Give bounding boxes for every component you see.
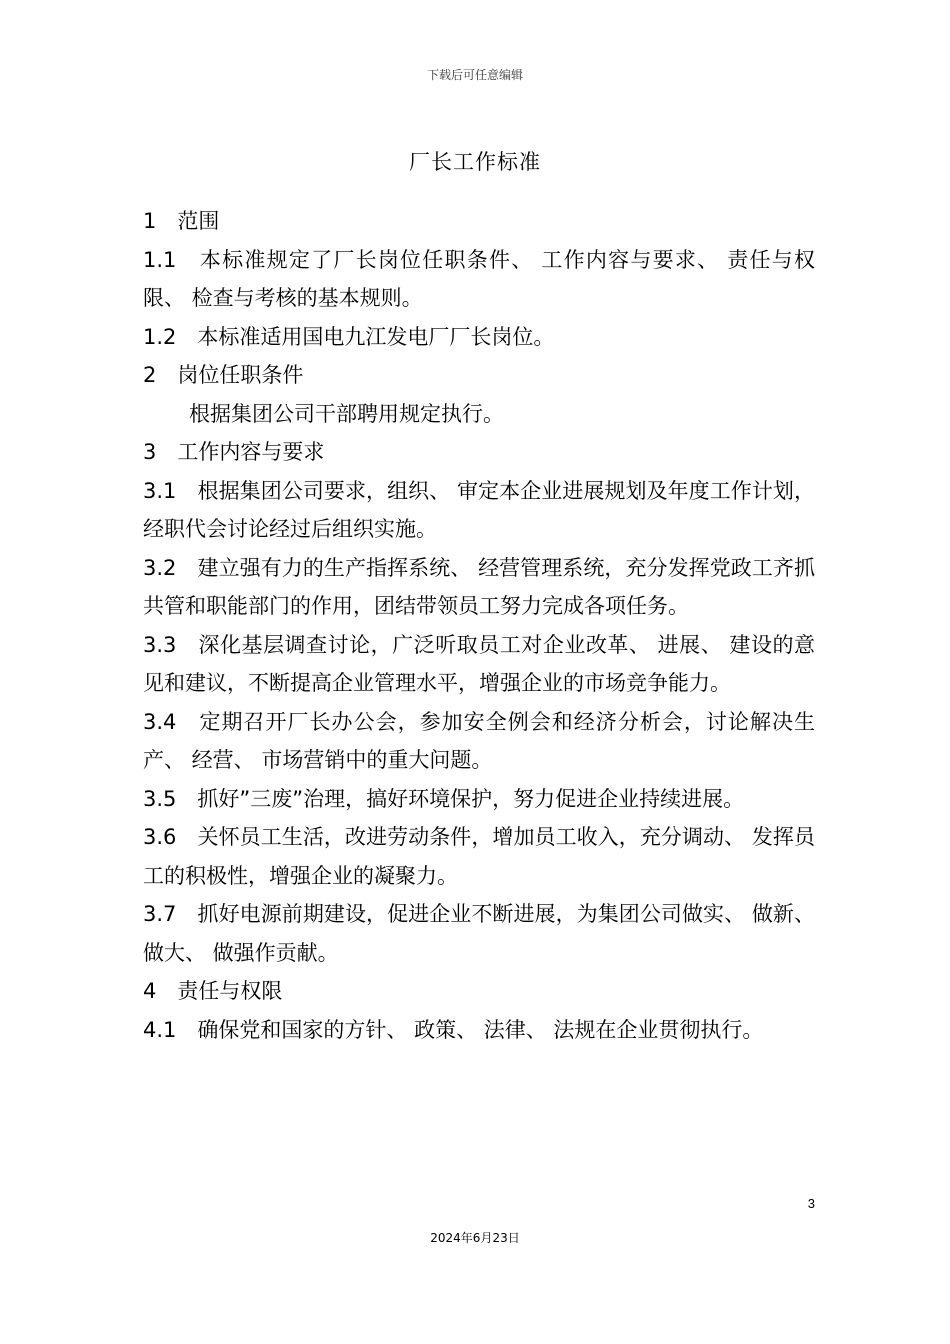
paragraph-2-body: 根据集团公司干部聘用规定执行。 xyxy=(189,401,504,426)
page-number: 3 xyxy=(807,1196,815,1211)
section-heading-4: 4 责任与权限 xyxy=(143,979,283,1003)
section-heading-3: 3 工作内容与要求 xyxy=(143,440,325,464)
paragraph-1-2: 1.2 本标准适用国电九江发电厂厂长岗位。 xyxy=(143,324,555,349)
paragraph-3-3: 3.3 深化基层调查讨论，广泛听取员工对企业改革、 进展、 建设的意见和建议，不断提高企业管理水平，增强企业的市场竞争能力。 xyxy=(143,632,815,695)
document-body xyxy=(143,202,822,1049)
paragraph-3-2: 3.2 建立强有力的生产指挥系统、 经营管理系统，充分发挥党政工齐抓共管和职能部门的作用，团结带领员工努力完成各项任务。 xyxy=(143,555,815,618)
document-title: 厂长工作标准 xyxy=(409,150,541,174)
paragraph-3-4: 3.4 定期召开厂长办公会，参加安全例会和经济分析会，讨论解决生产、 经营、 市场营销中的重大问题。 xyxy=(143,709,815,772)
paragraph-3-7: 3.7 抓好电源前期建设，促进企业不断进展，为集团公司做实、 做新、 做大、 做强作贡献。 xyxy=(143,902,822,965)
section-heading-2: 2 岗位任职条件 xyxy=(143,363,304,387)
paragraph-3-5: 3.5 抓好”三废”治理，搞好环境保护，努力促进企业持续进展。 xyxy=(143,786,745,811)
footer-date: 2024年6月23日 xyxy=(430,1231,520,1245)
paragraph-3-1: 3.1 根据集团公司要求，组织、 审定本企业进展规划及年度工作计划，经职代会讨论经过后组织实施。 xyxy=(143,478,815,541)
section-heading-1: 1 范围 xyxy=(143,209,220,233)
header-note: 下载后可任意编辑 xyxy=(426,68,523,82)
paragraph-4-1: 4.1 确保党和国家的方针、 政策、 法律、 法规在企业贯彻执行。 xyxy=(143,1017,764,1042)
paragraph-1-1: 1.1 本标准规定了厂长岗位任职条件、 工作内容与要求、 责任与权限、 检查与考核的基本规则。 xyxy=(143,247,815,310)
paragraph-3-6: 3.6 关怀员工生活，改进劳动条件，增加员工收入，充分调动、 发挥员工的积极性，增强企业的凝聚力。 xyxy=(143,825,815,888)
